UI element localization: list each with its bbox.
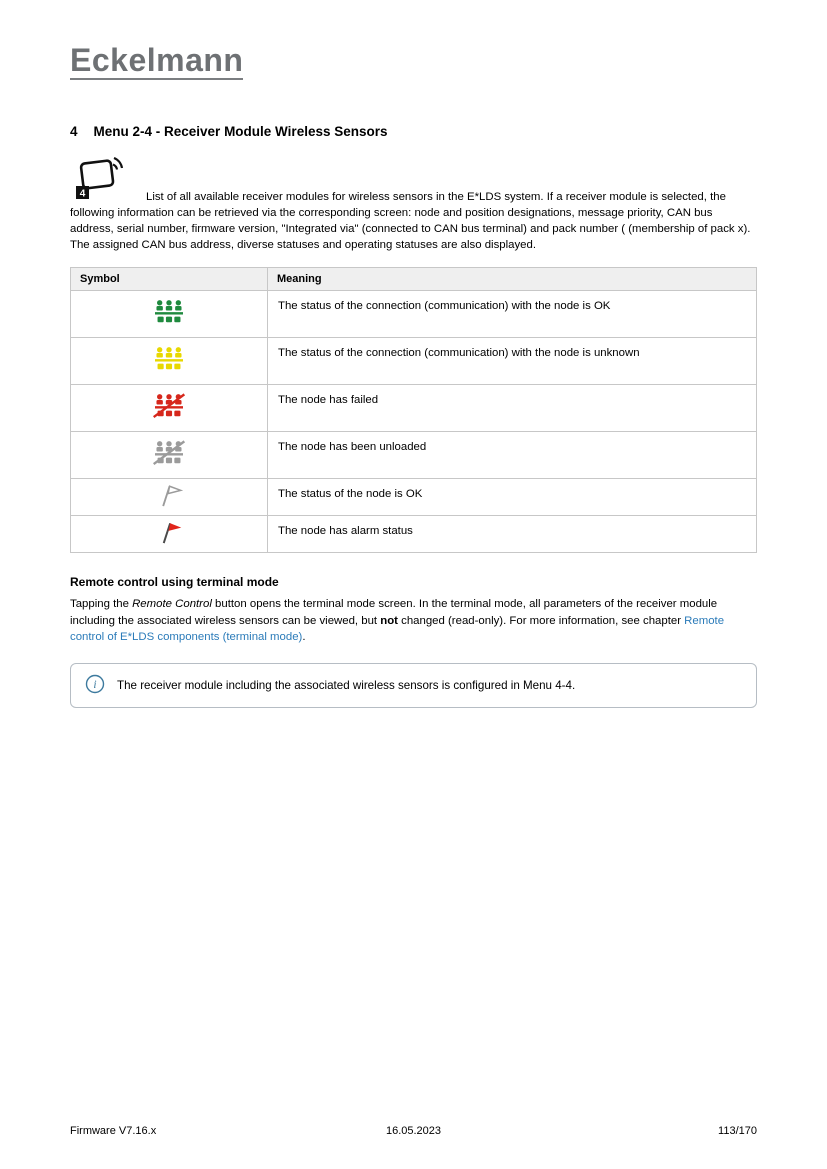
info-note-text: The receiver module including the associated wireless sensors is configured in Menu 4-4.: [117, 678, 576, 692]
table-row: [71, 338, 757, 385]
meaning-text: The status of the connection (communication) with the node is OK: [268, 291, 757, 338]
terminal-mode-chapter-link[interactable]: Remote control of E*LDS components (terminal mode): [70, 614, 725, 643]
info-note-box: [70, 663, 757, 708]
meaning-text: The node has been unloaded: [268, 432, 757, 479]
table-row: [71, 516, 757, 553]
meaning-text: The node has failed: [268, 385, 757, 432]
table-row: [71, 291, 757, 338]
remote-control-button-name: Remote Control: [132, 598, 212, 610]
node-connection-ok-icon: [153, 312, 185, 329]
table-header-row: [71, 268, 757, 291]
remote-control-paragraph: [70, 596, 757, 646]
meaning-text: The status of the connection (communication) with the node is unknown: [268, 338, 757, 385]
column-header-meaning: Meaning: [268, 268, 757, 291]
remote-text-part1: Tapping the: [70, 598, 133, 610]
intro-paragraph: List of all available receiver modules for wireless sensors in the E*LDS system. If a receiver module is selected, the following information can be retrieved via the corresponding screen: node and position designations, message priority, CAN bus address, serial number, firmware version, "Integrated via" (connected to CAN bus terminal) and pack number ( (membership of pack x). The assigned CAN bus address, diverse statuses and operating statuses are also displayed.: [70, 191, 751, 251]
node-status-ok-flag-icon: [154, 496, 184, 513]
symbols-table: [70, 267, 757, 553]
section-number: 4: [70, 124, 78, 139]
footer-date: 16.05.2023: [385, 1125, 442, 1137]
info-icon: [85, 674, 105, 697]
section-title: Menu 2-4 - Receiver Module Wireless Sensors: [93, 124, 388, 139]
table-row: [71, 432, 757, 479]
table-row: [71, 479, 757, 516]
meaning-text: The node has alarm status: [268, 516, 757, 553]
node-connection-unknown-icon: [153, 359, 185, 376]
svg-text:4: 4: [79, 188, 86, 200]
page-footer: [70, 1125, 757, 1137]
table-row: [71, 385, 757, 432]
remote-text-part2: button opens the terminal mode screen. In the terminal mode, all parameters of the receiver module including the associated wireless sensors can be viewed, but: [70, 598, 718, 627]
remote-text-part3: changed (read-only). For more information, see chapter: [397, 614, 685, 627]
svg-text:i: i: [93, 678, 97, 691]
node-failed-icon: [153, 406, 185, 423]
footer-firmware-version: Firmware V7.16.x: [70, 1125, 157, 1137]
remote-text-not: not: [380, 614, 398, 627]
eckelmann-logo: Eckelmann: [70, 42, 244, 78]
node-unloaded-icon: [153, 453, 185, 470]
intro-section: [70, 153, 757, 253]
node-alarm-flag-icon: [154, 533, 184, 550]
receiver-module-wireless-icon: [72, 153, 130, 208]
remote-text-end: .: [302, 631, 306, 643]
meaning-text: The status of the node is OK: [268, 479, 757, 516]
section-heading: [70, 124, 757, 139]
remote-control-heading: Remote control using terminal mode: [70, 575, 279, 589]
column-header-symbol: Symbol: [71, 268, 268, 291]
footer-page-number: 113/170: [718, 1125, 757, 1137]
